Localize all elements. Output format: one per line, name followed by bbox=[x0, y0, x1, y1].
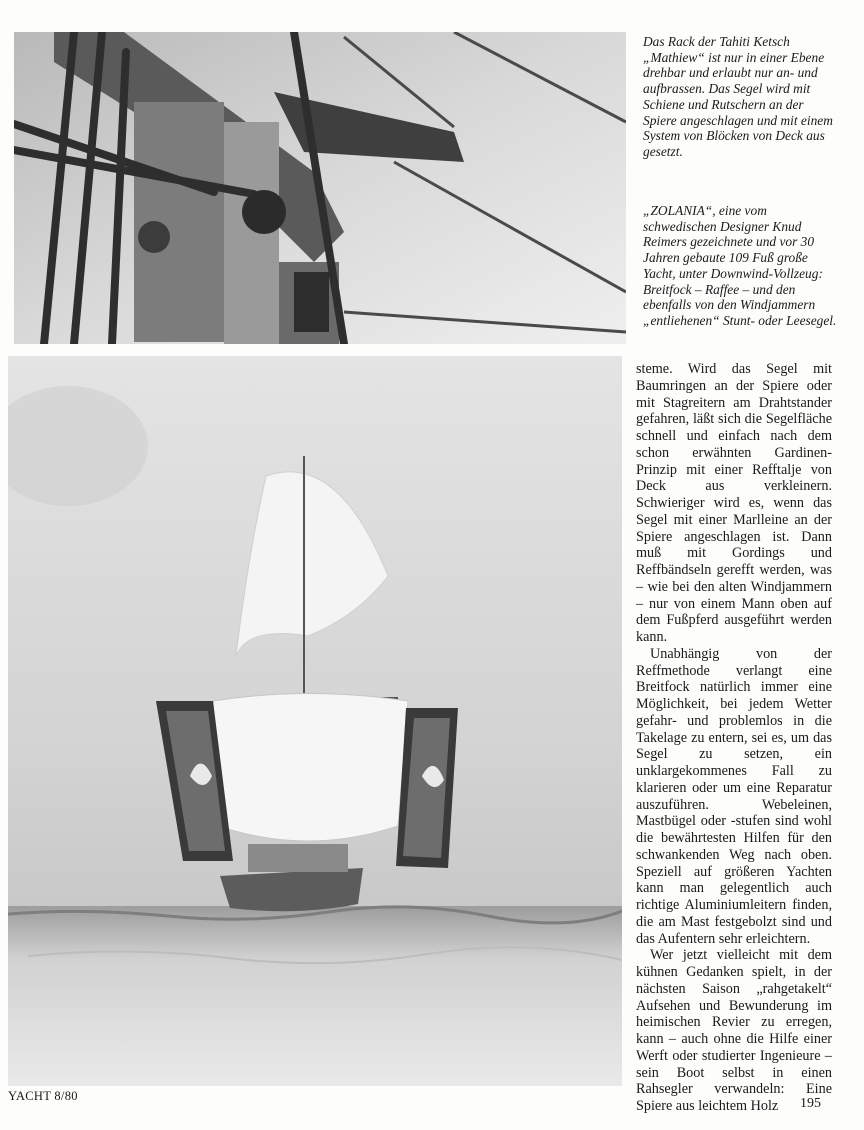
magazine-issue-label: YACHT 8/80 bbox=[8, 1089, 78, 1103]
body-paragraph: Wer jetzt vielleicht mit dem kühnen Gedanken spielt, in der nächsten Saison „rahgetakelt“ Aufsehen und Bewunderung im heimischen Revier zu erregen, kann – auch ohne die Hilfe einer Werft oder studierter Ingenieure – sein Boot selbst in einen Rahsegler verwandeln: Eine Spiere aus leichtem Holz bbox=[636, 947, 832, 1114]
rack-rigging-photo bbox=[14, 32, 626, 344]
zolania-caption-text: „ZOLANIA“, eine vom schwedischen Designer Knud Reimers gezeichnete und vor 30 Jahren gebaute 109 Fuß große Yacht, unter Downwind-Vollzeug: Breitfock – Raffee – und den ebenfalls von den Windjammern „entliehenen“ Stunt- oder Leesegel. bbox=[643, 203, 837, 328]
body-paragraph: Unabhängig von der Reffmethode verlangt eine Breitfock natürlich immer eine Möglichkeit, bei jedem Wetter gefahr- und problemlos in die Takelage zu entern, sei es, um das Segel zu setzen, ein unklargekommenes Fall zu klarieren oder um eine Reparatur auszuführen. Webeleinen, Mastbügel oder -stufen sind wohl die bewährtesten Hilfen für den schwankenden Weg nach oben. Speziell auf größeren Yachten kann man gelegentlich auch richtige Aluminiumleitern finden, die am Mast festgebolzt sind und das Aufentern sehr erleichtern. bbox=[636, 645, 832, 947]
body-paragraph: steme. Wird das Segel mit Baumringen an der Spiere oder mit Stagreitern am Drahtstander gefahren, läßt sich die Segelfläche schnell und einfach nach dem schon erwähnten Gardinen-Prinzip mit einer Refftalje von Deck aus verkleinern. Schwieriger wird es, wenn das Segel mit einer Marlleine an der Spiere angeschlagen ist. Dann muß mit Gordings und Reffbändseln gerefft werden, was – wie bei den alten Windjammern – nur von einem Mann oben auf dem Fußpferd ausgeführt werden kann. bbox=[636, 361, 832, 645]
rack-caption-text: Das Rack der Tahiti Ketsch „Mathiew“ ist nur in einer Ebene drehbar und erlaubt nur an- und aufbrassen. Das Segel wird mit Schiene und Rutschern an der Spiere angeschlagen und mit einem System von Blöcken von Deck aus gesetzt. bbox=[643, 34, 833, 159]
zolania-caption bbox=[643, 203, 838, 329]
article-body-column bbox=[636, 361, 832, 1115]
rack-caption bbox=[643, 34, 838, 160]
page-number: 195 bbox=[800, 1096, 821, 1111]
zolania-yacht-photo bbox=[8, 356, 622, 1086]
